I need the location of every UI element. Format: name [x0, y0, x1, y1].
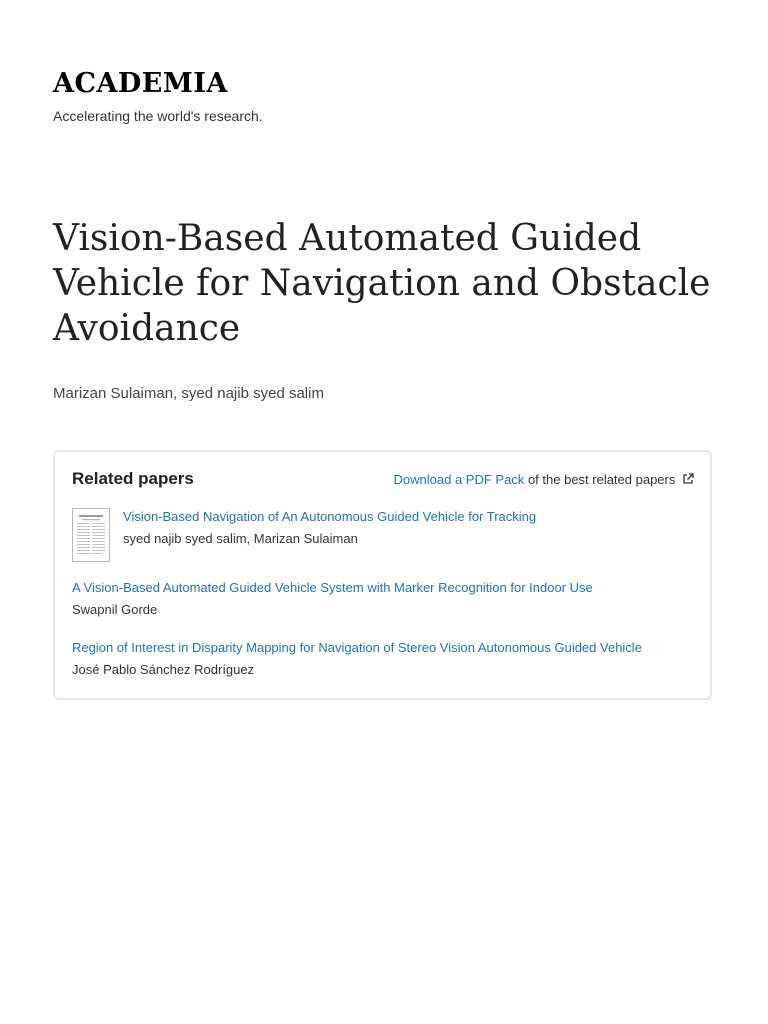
related-paper-authors: Swapnil Gorde	[72, 602, 158, 617]
related-paper-authors: José Pablo Sánchez Rodríguez	[72, 662, 255, 677]
related-paper-title-link[interactable]: Vision-Based Navigation of An Autonomous Guided Vehicle for Tracking	[123, 509, 537, 524]
related-paper-item	[72, 639, 642, 679]
related-papers-heading: Related papers	[72, 469, 194, 488]
paper-title: Vision-Based Automated Guided Vehicle for Navigation and Obstacle Avoidance	[53, 218, 711, 349]
download-pdf-pack-line	[394, 471, 694, 489]
related-paper-title-link[interactable]: Region of Interest in Disparity Mapping for Navigation of Stereo Vision Autonomous Guided Vehicle	[72, 640, 642, 655]
related-papers-panel	[53, 450, 712, 700]
download-pdf-pack-link[interactable]: Download a PDF Pack	[393, 472, 525, 487]
related-paper-item	[123, 508, 536, 548]
paper-authors: Marizan Sulaiman, syed najib syed salim	[53, 385, 324, 402]
document-thumbnail-icon[interactable]	[72, 508, 110, 562]
related-paper-title-link[interactable]: A Vision-Based Automated Guided Vehicle System with Marker Recognition for Indoor Use	[72, 580, 593, 595]
academia-logo[interactable]: ACADEMIA	[53, 68, 228, 99]
tagline: Accelerating the world's research.	[53, 108, 263, 124]
related-paper-authors: syed najib syed salim, Marizan Sulaiman	[123, 531, 358, 546]
external-link-icon[interactable]	[682, 472, 694, 484]
download-pdf-pack-suffix: of the best related papers	[527, 472, 676, 487]
related-paper-item	[72, 579, 593, 619]
